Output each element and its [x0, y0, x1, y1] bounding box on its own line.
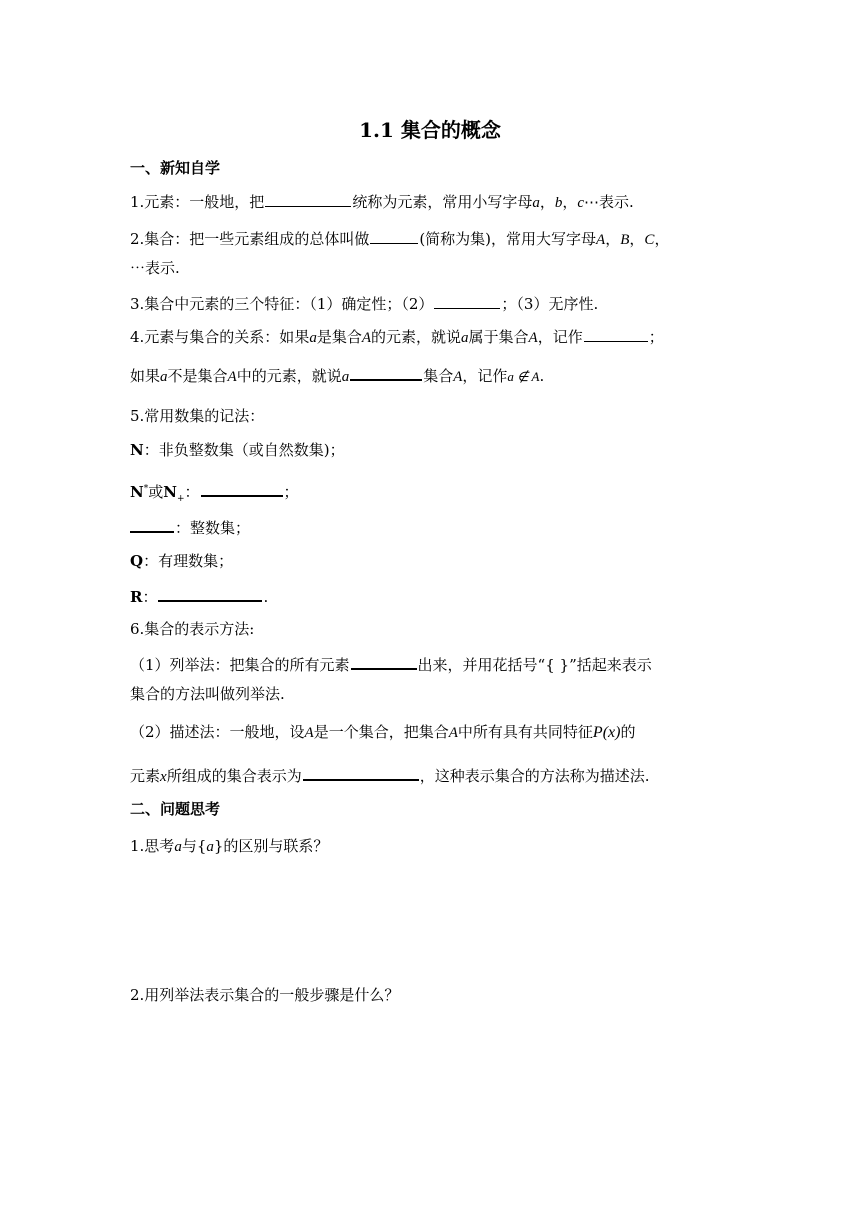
set-natural-numbers: N：非负整数集（或自然数集)； [130, 441, 345, 459]
item-element-definition: 1.元素：一般地，把 统称为元素，常用小写字母a，b，c⋯表示. [130, 193, 634, 211]
fill-blank[interactable] [350, 364, 422, 381]
set-positive-integers: N*或$N_+$： ； [130, 479, 299, 509]
question-1: 1.思考a与{a}的区别与联系？ [130, 837, 329, 855]
fill-blank[interactable] [370, 228, 418, 244]
item-number-sets: 5.常用数集的记法： [130, 407, 265, 425]
item-set-definition: 2.集合：把一些元素组成的总体叫做 (简称为集)，常用大写字母A，B，C， [130, 230, 670, 248]
item-three-features: 3.集合中元素的三个特征：（1）确定性；（2） ；（3）无序性. [130, 295, 599, 313]
fill-blank[interactable] [201, 480, 283, 497]
fill-blank[interactable] [351, 653, 417, 670]
method-enumeration: （1）列举法：把集合的所有元素 出来，并用花括号“{ }”括起来表示 [130, 653, 652, 675]
fill-blank[interactable] [584, 326, 648, 342]
set-integers: ：整数集； [130, 516, 250, 538]
item-representation: 6.集合的表示方法: [130, 620, 255, 638]
set-rationals: Q：有理数集； [130, 552, 234, 570]
method-description-cont: 元素x所组成的集合表示为 ，这种表示集合的方法称为描述法. [130, 764, 649, 787]
fill-blank[interactable] [130, 516, 174, 533]
set-reals: R： . [130, 585, 268, 607]
section-heading-self-study: 一、新知自学 [130, 159, 221, 177]
predicate-formula: P(x) [592, 724, 621, 741]
not-member-formula: a ∉ A [507, 369, 540, 384]
item-non-membership: 如果a不是集合A中的元素，就说a 集合A，记作a ∉ A. [130, 364, 544, 387]
section-heading-questions: 二、问题思考 [130, 800, 221, 818]
item-set-definition-cont: ⋯表示. [130, 259, 180, 277]
fill-blank[interactable] [303, 764, 419, 781]
page-title: 1.1 集合的概念 [359, 118, 501, 142]
method-description: （2）描述法：一般地，设A是一个集合，把集合A中所有具有共同特征P(x)的 [130, 723, 636, 741]
fill-blank[interactable] [265, 191, 351, 207]
fill-blank[interactable] [434, 293, 500, 309]
fill-blank[interactable] [158, 585, 262, 602]
question-2: 2.用列举法表示集合的一般步骤是什么？ [130, 986, 400, 1004]
item-membership: 4.元素与集合的关系：如果a是集合A的元素，就说a属于集合A，记作 ； [130, 328, 664, 346]
method-enumeration-cont: 集合的方法叫做列举法. [130, 685, 285, 703]
